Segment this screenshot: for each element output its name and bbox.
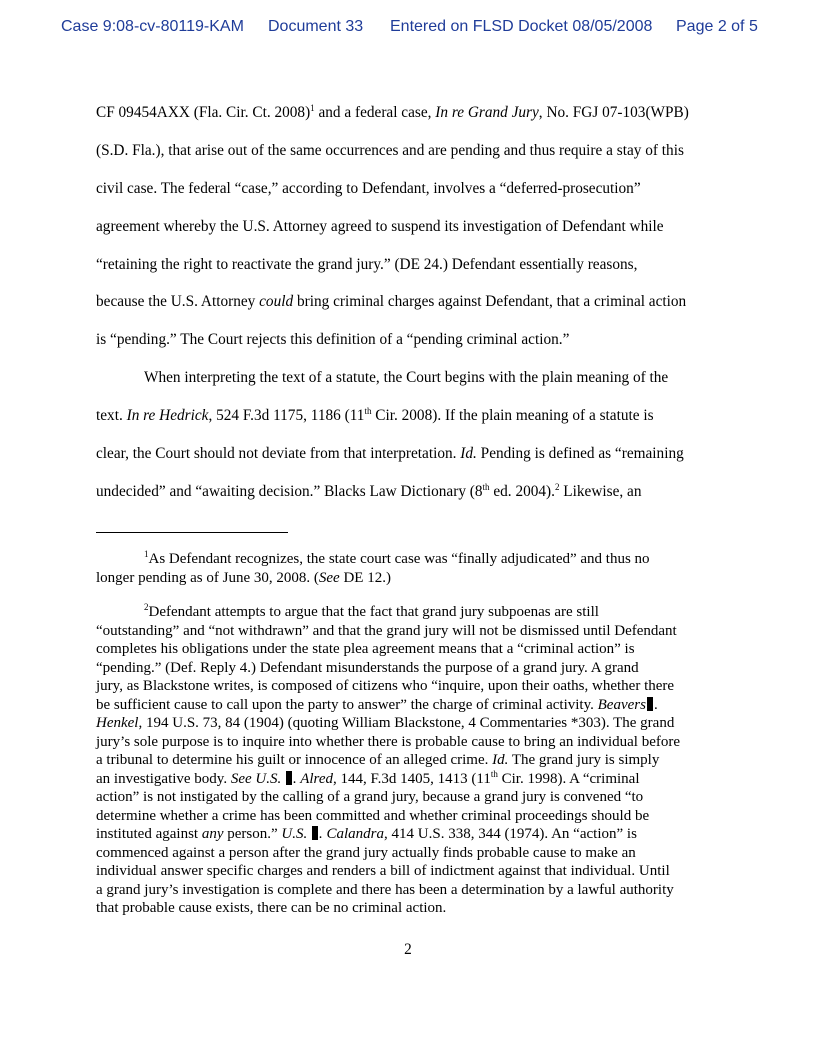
case-citation: In re Grand Jury — [435, 104, 539, 121]
text-run: text. — [96, 407, 127, 425]
text-run: bring criminal charges against Defendant, that a criminal action — [293, 293, 687, 311]
text-run: Cir. 2008). If the plain meaning of a statute is — [371, 407, 654, 425]
emphasis: any — [201, 826, 224, 842]
text-run: an investigative body. — [96, 770, 231, 787]
text-run: As Defendant recognizes, the state court case was “finally adjudicated” and thus no — [148, 551, 650, 567]
footnote-line: that probable cause exists, there can be no criminal action. — [96, 900, 447, 916]
text-run: Cir. 1998). A “criminal — [497, 770, 640, 787]
footnote-mark: 1 — [144, 549, 149, 559]
footnote-line: “pending.” (Def. Reply 4.) Defendant misunderstands the purpose of a grand jury. A grand — [96, 659, 639, 676]
footnote-ref: 1 — [310, 103, 315, 113]
text-run: DE 12.) — [339, 569, 391, 586]
ordinal-suffix: th — [364, 406, 372, 417]
redaction-mark — [286, 771, 292, 785]
footnote-line: “outstanding” and “not withdrawn” and that the grand jury will not be dismissed until Defendant — [96, 622, 677, 639]
body-line: (S.D. Fla.), that arise out of the same occurrences and are pending and thus require a stay of this — [96, 141, 684, 159]
text-run: Defendant attempts to argue that the fact that grand jury subpoenas are still — [148, 604, 599, 620]
case-citation: Henkel — [96, 715, 139, 731]
body-line: agreement whereby the U.S. Attorney agreed to suspend its investigation of Defendant while — [96, 217, 664, 235]
text-run: clear, the Court should not deviate from that interpretation. — [96, 445, 461, 463]
footnote-mark: 2 — [144, 602, 149, 612]
text-run: Pending is defined as “remaining — [476, 445, 684, 463]
footnote-line — [96, 714, 720, 733]
text-run: ed. 2004). — [489, 482, 555, 500]
text-run: Likewise, an — [559, 482, 642, 500]
footnote-gap — [96, 587, 720, 603]
case-citation: . Calandra — [319, 826, 385, 842]
text-run: The grand jury is simply — [508, 752, 660, 768]
footnotes — [96, 550, 720, 918]
body-line: When interpreting the text of a statute, the Court begins with the plain meaning of the — [144, 369, 669, 387]
footnote-line: determine whether a crime has been committed and whether criminal proceedings should be — [96, 807, 650, 824]
body-line: civil case. The federal “case,” according to Defendant, involves a “deferred-prosecution” — [96, 179, 641, 197]
body-line: “retaining the right to reactivate the grand jury.” (DE 24.) Defendant essentially reasons, — [96, 255, 638, 273]
signal-word: See — [318, 569, 340, 586]
case-citation: See U.S. — [230, 770, 282, 787]
case-citation: Beavers — [597, 696, 646, 713]
text-run: , 524 F.3d 1175, 1186 (11 — [208, 407, 365, 425]
footnote-line: completes his obligations under the state plea agreement means that a “criminal action” is — [96, 641, 635, 657]
emphasis: could — [259, 293, 294, 311]
text-run: undecided” and “awaiting decision.” Blacks Law Dictionary (8 — [96, 482, 483, 500]
text-run: person.” — [223, 826, 282, 842]
footnote-line — [96, 751, 720, 770]
footnote-line — [96, 550, 720, 569]
case-citation: In re Hedrick — [126, 407, 209, 425]
footnote-line: commenced against a person after the grand jury actually finds probable cause to make an — [96, 844, 636, 861]
footnote-separator — [96, 532, 288, 533]
body-line — [96, 435, 720, 473]
case-number: Case 9:08-cv-80119-KAM — [61, 18, 244, 35]
footnote-line: jury, as Blackstone writes, is composed of citizens who “inquire, upon their oaths, whether there — [96, 678, 675, 694]
footnote-line — [96, 825, 720, 844]
case-citation: U.S. — [281, 826, 308, 842]
redaction-mark — [312, 826, 318, 840]
text-run: , No. FGJ 07-103(WPB) — [538, 104, 689, 121]
docket-entry-date: Entered on FLSD Docket 08/05/2008 — [390, 18, 653, 35]
text-run: and a federal case, — [314, 104, 436, 121]
body-line — [96, 473, 720, 511]
footnote-line: action” is not instigated by the calling of a grand jury, because a grand jury is convened “to — [96, 789, 644, 805]
text-run: . — [653, 696, 658, 713]
body-line: is “pending.” The Court rejects this definition of a “pending criminal action.” — [96, 331, 570, 349]
footnote-line — [96, 569, 720, 588]
text-run: longer pending as of June 30, 2008. ( — [96, 569, 319, 586]
text-run: , 144, F.3d 1405, 1413 (11 — [333, 770, 491, 787]
ordinal-suffix: th — [482, 481, 490, 492]
body-text — [96, 94, 720, 511]
case-citation: . Alred — [293, 770, 333, 787]
case-citation: Id. — [492, 752, 509, 768]
document-number: Document 33 — [268, 18, 364, 35]
text-run: , 194 U.S. 73, 84 (1904) (quoting William Blackstone, 4 Commentaries *303). The grand — [138, 715, 675, 731]
footnote-line: a grand jury’s investigation is complete and there has been a determination by a lawful authority — [96, 881, 674, 898]
footnote-line — [96, 770, 720, 789]
footnote-line: individual answer specific charges and renders a bill of indictment against that individual. Until — [96, 863, 670, 879]
page-number: 2 — [404, 941, 412, 958]
footnote-line — [96, 696, 720, 715]
footnote-line: jury’s sole purpose is to inquire into whether there is probable cause to bring an individual before — [96, 733, 681, 750]
body-line — [96, 397, 720, 435]
text-run: be sufficient cause to call upon the party to answer” the charge of criminal activity. — [96, 696, 598, 713]
redaction-mark — [647, 697, 653, 711]
footnote-line — [96, 603, 720, 622]
text-run: CF 09454AXX (Fla. Cir. Ct. 2008) — [96, 104, 311, 121]
docket-header — [0, 15, 816, 41]
text-run: a tribunal to determine his guilt or innocence of an alleged crime. — [96, 752, 493, 768]
body-line — [96, 94, 720, 132]
case-citation: Id. — [460, 445, 477, 463]
page-count: Page 2 of 5 — [676, 18, 758, 35]
footnote-ref: 2 — [554, 481, 560, 492]
body-line — [96, 283, 720, 321]
ordinal-suffix: th — [490, 768, 498, 779]
text-run: , 414 U.S. 338, 344 (1974). An “action” is — [384, 826, 637, 842]
text-run: instituted against — [96, 826, 202, 842]
text-run: because the U.S. Attorney — [96, 293, 260, 311]
